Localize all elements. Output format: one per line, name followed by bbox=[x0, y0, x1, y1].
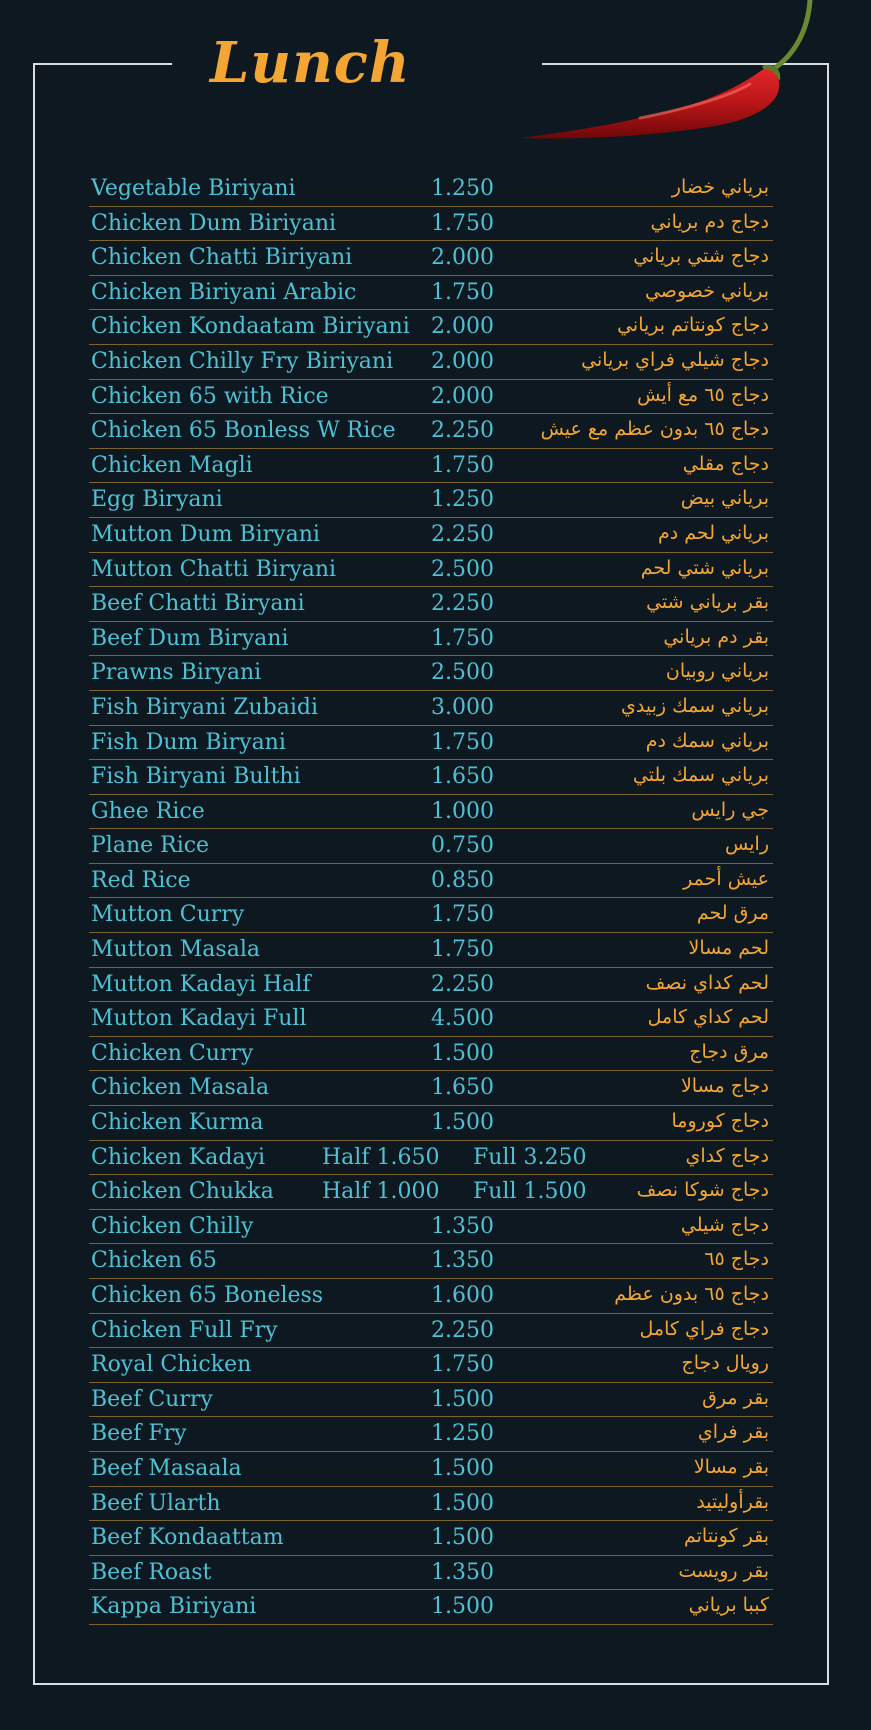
item-price: 0.750 bbox=[431, 833, 494, 859]
item-name: Beef Dum Biryani bbox=[91, 625, 289, 651]
item-name: Chicken 65 bbox=[91, 1248, 217, 1274]
menu-item bbox=[89, 207, 773, 242]
item-arabic-name: برياني خصوصي bbox=[644, 279, 769, 302]
item-name: Mutton Kadayi Full bbox=[91, 1006, 307, 1032]
item-price: 1.250 bbox=[431, 1421, 494, 1447]
item-name: Egg Biryani bbox=[91, 487, 223, 513]
menu-item bbox=[89, 414, 773, 449]
item-name: Mutton Curry bbox=[91, 902, 245, 928]
item-price: 1.650 bbox=[431, 1075, 494, 1101]
item-name: Chicken 65 Bonless W Rice bbox=[91, 418, 396, 444]
menu-item bbox=[89, 1556, 773, 1591]
item-price: 1.350 bbox=[431, 1559, 494, 1585]
menu-item bbox=[89, 656, 773, 691]
item-arabic-name: دجاج ٦٥ بدون عظم مع عيش bbox=[540, 418, 769, 441]
item-price: 1.500 bbox=[431, 1386, 494, 1412]
page-title: Lunch bbox=[210, 30, 411, 96]
item-price: 1.750 bbox=[431, 452, 494, 478]
menu-item bbox=[89, 898, 773, 933]
item-price: 2.250 bbox=[431, 418, 494, 444]
item-arabic-name: دجاج كوروما bbox=[671, 1110, 769, 1133]
menu-item bbox=[89, 1314, 773, 1349]
item-price: 2.250 bbox=[431, 521, 494, 547]
item-name: Chicken Biriyani Arabic bbox=[91, 279, 357, 305]
item-arabic-name: دجاج ٦٥ بدون عظم bbox=[614, 1283, 769, 1305]
item-price: 1.500 bbox=[431, 1490, 494, 1516]
item-arabic-name: برياني بيض bbox=[680, 487, 769, 510]
item-arabic-name: لحم مسالا bbox=[688, 937, 769, 960]
item-full-price: Full 1.500 bbox=[473, 1179, 587, 1205]
item-arabic-name: برياني سمك بلتي bbox=[632, 764, 769, 787]
menu-item bbox=[89, 1417, 773, 1452]
item-price: 1.250 bbox=[431, 176, 494, 201]
menu-item bbox=[89, 380, 773, 415]
item-arabic-name: مرق دجاج bbox=[689, 1040, 769, 1063]
menu-item bbox=[89, 968, 773, 1003]
item-arabic-name: دجاج كونتاتم برياني bbox=[617, 314, 769, 337]
item-price: 4.500 bbox=[431, 1006, 494, 1032]
menu-item bbox=[89, 1106, 773, 1141]
item-price: 2.000 bbox=[431, 245, 494, 271]
item-name: Beef Roast bbox=[91, 1559, 212, 1585]
menu-item bbox=[89, 1002, 773, 1037]
item-price: 1.750 bbox=[431, 1352, 494, 1378]
item-full-price: Full 3.250 bbox=[473, 1144, 587, 1170]
item-name: Mutton Masala bbox=[91, 937, 260, 963]
menu-item bbox=[89, 518, 773, 553]
item-arabic-name: بقر كونتاتم bbox=[683, 1525, 769, 1548]
item-arabic-name: بقر برياني شتي bbox=[646, 591, 769, 614]
item-price: 1.750 bbox=[431, 625, 494, 651]
item-name: Beef Ularth bbox=[91, 1490, 221, 1516]
item-price: 1.000 bbox=[431, 798, 494, 824]
item-name: Chicken Kondaatam Biriyani bbox=[91, 314, 410, 340]
item-arabic-name: لحم كداي نصف bbox=[645, 971, 769, 994]
item-half-price: Half 1.000 bbox=[322, 1179, 440, 1205]
menu-item bbox=[89, 1383, 773, 1418]
menu-item bbox=[89, 172, 773, 207]
item-arabic-name: بقر دم برياني bbox=[663, 625, 769, 648]
item-price: 1.350 bbox=[431, 1248, 494, 1274]
item-name: Ghee Rice bbox=[91, 798, 205, 824]
menu-item bbox=[89, 310, 773, 345]
item-price: 2.000 bbox=[431, 383, 494, 409]
item-arabic-name: دجاج مسالا bbox=[680, 1075, 769, 1098]
item-name: Chicken Chatti Biriyani bbox=[91, 245, 353, 271]
item-name: Chicken Kurma bbox=[91, 1110, 264, 1136]
item-price: 2.500 bbox=[431, 660, 494, 686]
item-arabic-name: برياني روبيان bbox=[665, 660, 769, 683]
item-arabic-name: برياني سمك زبيدي bbox=[620, 694, 769, 717]
menu-item bbox=[89, 1037, 773, 1072]
item-price: 2.000 bbox=[431, 314, 494, 340]
item-price: 1.250 bbox=[431, 487, 494, 513]
item-arabic-name: رايس bbox=[725, 833, 769, 856]
item-arabic-name: بقرأوليتيد bbox=[696, 1490, 769, 1513]
item-arabic-name: مرق لحم bbox=[696, 902, 769, 925]
item-price: 1.500 bbox=[431, 1040, 494, 1066]
item-name: Plane Rice bbox=[91, 833, 210, 859]
item-name: Fish Dum Biryani bbox=[91, 729, 286, 755]
item-arabic-name: لحم كداي كامل bbox=[647, 1006, 769, 1029]
item-price: 2.250 bbox=[431, 971, 494, 997]
item-arabic-name: دجاج مقلي bbox=[682, 452, 769, 475]
item-arabic-name: دجاج كداي bbox=[685, 1144, 769, 1167]
menu-item bbox=[89, 691, 773, 726]
menu-item bbox=[89, 1590, 773, 1625]
menu-item bbox=[89, 1487, 773, 1522]
item-name: Chicken Dum Biriyani bbox=[91, 210, 337, 236]
item-price: 1.500 bbox=[431, 1110, 494, 1136]
item-name: Mutton Kadayi Half bbox=[91, 971, 311, 997]
item-name: Beef Kondaattam bbox=[91, 1525, 284, 1551]
item-price: 1.600 bbox=[431, 1283, 494, 1308]
item-arabic-name: دجاج فراي كامل bbox=[639, 1317, 769, 1340]
menu-item bbox=[89, 933, 773, 968]
item-price: 2.500 bbox=[431, 556, 494, 582]
item-arabic-name: بقر مرق bbox=[702, 1386, 769, 1409]
menu-item bbox=[89, 1141, 773, 1176]
item-name: Chicken Magli bbox=[91, 452, 253, 478]
item-arabic-name: برياني شتي لحم bbox=[640, 556, 769, 579]
item-name: Chicken Chilly bbox=[91, 1213, 254, 1239]
menu-item bbox=[89, 1521, 773, 1556]
menu-item bbox=[89, 345, 773, 380]
item-name: Mutton Chatti Biryani bbox=[91, 556, 337, 582]
item-arabic-name: دجاج ٦٥ مع أيش bbox=[637, 383, 769, 406]
menu-item bbox=[89, 726, 773, 761]
item-name: Chicken Chukka bbox=[91, 1179, 274, 1205]
item-price: 1.750 bbox=[431, 210, 494, 236]
item-name: Fish Biryani Bulthi bbox=[91, 764, 301, 790]
item-arabic-name: عيش أحمر bbox=[683, 867, 769, 890]
item-price: 1.500 bbox=[431, 1594, 494, 1620]
item-name: Red Rice bbox=[91, 867, 191, 893]
item-price: 1.500 bbox=[431, 1525, 494, 1551]
item-name: Beef Masaala bbox=[91, 1455, 242, 1481]
item-price: 1.750 bbox=[431, 279, 494, 305]
menu-item bbox=[89, 449, 773, 484]
item-arabic-name: بقر فراي bbox=[697, 1421, 769, 1444]
menu-item bbox=[89, 1279, 773, 1314]
item-price: 1.750 bbox=[431, 902, 494, 928]
item-name: Vegetable Biriyani bbox=[91, 176, 296, 201]
item-arabic-name: كببا برياني bbox=[688, 1594, 769, 1617]
item-arabic-name: دجاج شوكا نصف bbox=[636, 1179, 769, 1202]
menu-item bbox=[89, 483, 773, 518]
item-name: Chicken Chilly Fry Biriyani bbox=[91, 348, 394, 374]
menu-list bbox=[89, 172, 773, 1625]
item-arabic-name: دجاج شتي برياني bbox=[633, 245, 769, 268]
item-price: 1.500 bbox=[431, 1455, 494, 1481]
item-arabic-name: دجاج شيلي bbox=[680, 1213, 769, 1236]
item-name: Royal Chicken bbox=[91, 1352, 252, 1378]
item-arabic-name: برياني لحم دم bbox=[658, 521, 769, 544]
menu-item bbox=[89, 1244, 773, 1279]
menu-item bbox=[89, 553, 773, 588]
menu-item bbox=[89, 587, 773, 622]
menu-item bbox=[89, 864, 773, 899]
menu-item bbox=[89, 241, 773, 276]
item-price: 1.750 bbox=[431, 729, 494, 755]
item-name: Chicken Kadayi bbox=[91, 1144, 266, 1170]
menu-item bbox=[89, 1348, 773, 1383]
item-half-price: Half 1.650 bbox=[322, 1144, 440, 1170]
bottom-divider bbox=[89, 1683, 773, 1684]
item-price: 0.850 bbox=[431, 867, 494, 893]
item-arabic-name: رويال دجاج bbox=[681, 1352, 769, 1375]
chili-pepper-icon bbox=[510, 0, 830, 150]
item-arabic-name: بقر مسالا bbox=[693, 1455, 769, 1478]
menu-item bbox=[89, 276, 773, 311]
item-name: Chicken Curry bbox=[91, 1040, 254, 1066]
item-price: 2.000 bbox=[431, 348, 494, 374]
menu-item bbox=[89, 760, 773, 795]
menu-item bbox=[89, 1210, 773, 1245]
item-name: Mutton Dum Biryani bbox=[91, 521, 320, 547]
item-name: Chicken 65 with Rice bbox=[91, 383, 329, 409]
menu-item bbox=[89, 795, 773, 830]
menu-item bbox=[89, 829, 773, 864]
item-arabic-name: دجاج دم برياني bbox=[650, 210, 769, 233]
item-name: Beef Curry bbox=[91, 1386, 213, 1412]
item-name: Prawns Biryani bbox=[91, 660, 262, 686]
item-arabic-name: برياني خضار bbox=[671, 176, 769, 198]
item-price: 1.750 bbox=[431, 937, 494, 963]
item-price: 3.000 bbox=[431, 694, 494, 720]
item-arabic-name: برياني سمك دم bbox=[645, 729, 769, 752]
item-price: 1.350 bbox=[431, 1213, 494, 1239]
item-name: Fish Biryani Zubaidi bbox=[91, 694, 319, 720]
item-name: Chicken Masala bbox=[91, 1075, 270, 1101]
item-name: Chicken Full Fry bbox=[91, 1317, 278, 1343]
item-arabic-name: دجاج ٦٥ bbox=[704, 1248, 769, 1271]
item-name: Kappa Biriyani bbox=[91, 1594, 257, 1620]
menu-item bbox=[89, 1175, 773, 1210]
item-arabic-name: بقر رويست bbox=[678, 1559, 769, 1582]
item-name: Beef Fry bbox=[91, 1421, 187, 1447]
item-price: 1.650 bbox=[431, 764, 494, 790]
menu-item bbox=[89, 1071, 773, 1106]
menu-item bbox=[89, 1452, 773, 1487]
item-name: Chicken 65 Boneless bbox=[91, 1283, 324, 1308]
item-arabic-name: جي رايس bbox=[691, 798, 769, 821]
item-price: 2.250 bbox=[431, 591, 494, 617]
item-name: Beef Chatti Biryani bbox=[91, 591, 305, 617]
menu-item bbox=[89, 622, 773, 657]
item-arabic-name: دجاج شيلي فراي برياني bbox=[581, 348, 769, 371]
item-price: 2.250 bbox=[431, 1317, 494, 1343]
